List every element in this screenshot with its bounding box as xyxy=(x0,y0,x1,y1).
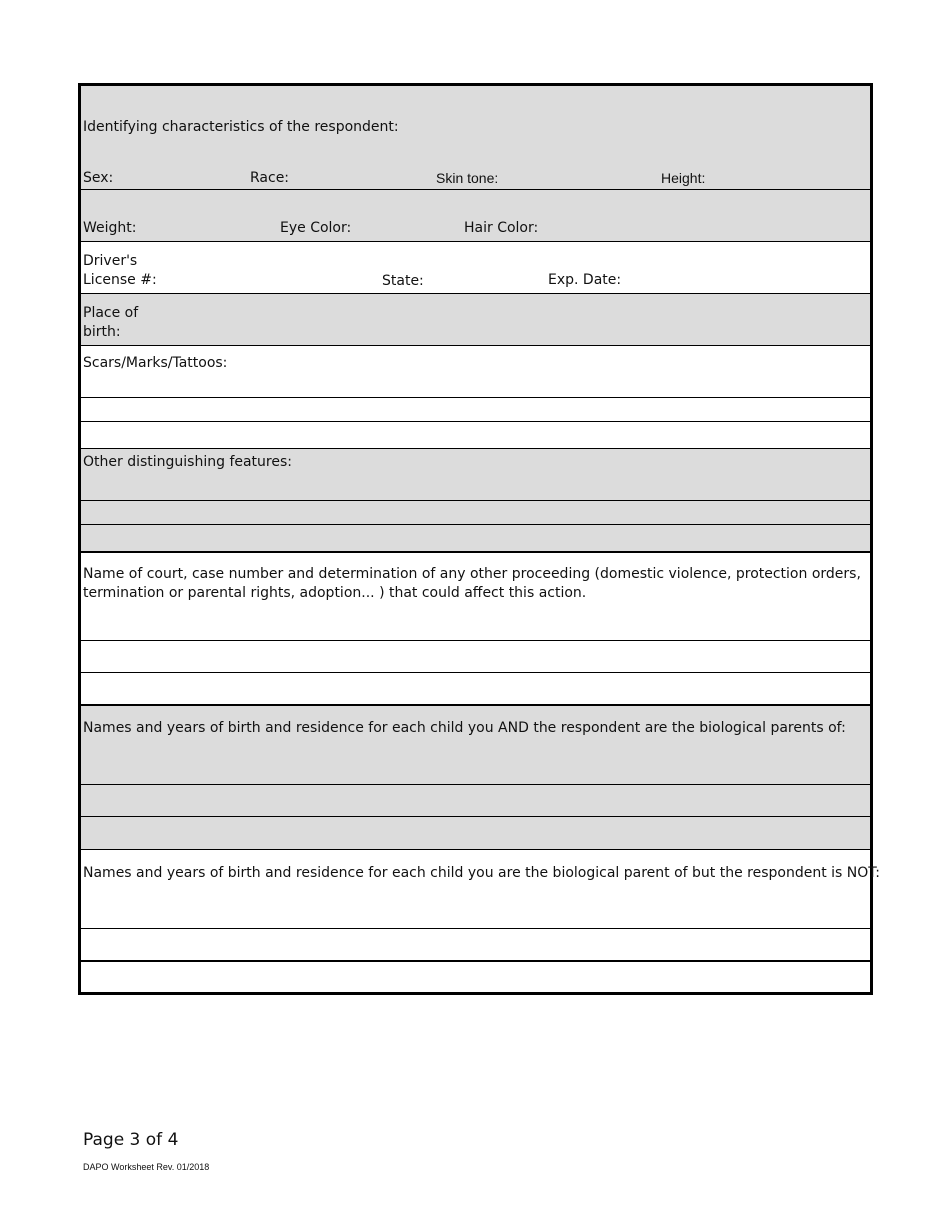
court-proceedings-label: Name of court, case number and determination of any other proceeding (domestic violence, protection orders, termination or parental rights, adoption... ) that could affect this action. xyxy=(83,566,861,601)
place-of-birth-label-line2: birth: xyxy=(83,324,121,340)
children-yours-blank-line-1[interactable] xyxy=(81,929,870,962)
scars-blank-line-2[interactable] xyxy=(81,422,870,449)
children-yours-only-label: Names and years of birth and residence for each child you are the biological parent of but the respondent is NOT: xyxy=(83,865,881,881)
weight-label: Weight: xyxy=(83,220,137,236)
court-proceedings-row xyxy=(81,553,870,641)
hair-color-label: Hair Color: xyxy=(464,220,539,236)
drivers-license-row xyxy=(81,242,870,294)
skin-tone-label: Skin tone: xyxy=(436,170,499,186)
children-both-blank-line-2[interactable] xyxy=(81,817,870,850)
other-features-row xyxy=(81,449,870,501)
other-features-blank-line-2[interactable] xyxy=(81,525,870,553)
page-number: Page 3 of 4 xyxy=(83,1130,179,1150)
exp-date-label: Exp. Date: xyxy=(548,272,622,288)
drivers-license-label-line1: Driver's xyxy=(83,253,138,269)
form-revision: DAPO Worksheet Rev. 01/2018 xyxy=(83,1162,210,1172)
court-blank-line-2[interactable] xyxy=(81,673,870,706)
other-features-label: Other distinguishing features: xyxy=(83,454,292,470)
eye-color-label: Eye Color: xyxy=(280,220,352,236)
identifying-characteristics-heading: Identifying characteristics of the respondent: xyxy=(83,119,399,135)
children-yours-only-row xyxy=(81,850,881,929)
worksheet-form xyxy=(78,83,881,995)
children-yours-blank-line-2[interactable] xyxy=(81,962,870,992)
children-both-parents-row xyxy=(81,706,870,785)
scars-marks-tattoos-label: Scars/Marks/Tattoos: xyxy=(83,355,228,371)
state-label: State: xyxy=(382,273,424,289)
other-features-blank-line-1[interactable] xyxy=(81,501,870,525)
scars-blank-line-1[interactable] xyxy=(81,398,870,422)
children-both-blank-line-1[interactable] xyxy=(81,785,870,817)
place-of-birth-row xyxy=(81,294,870,346)
place-of-birth-label-line1: Place of xyxy=(83,305,139,321)
height-label: Height: xyxy=(661,170,706,186)
identifying-characteristics-row xyxy=(81,86,870,190)
race-label: Race: xyxy=(250,170,290,186)
scars-marks-tattoos-row xyxy=(81,346,870,398)
children-both-parents-label: Names and years of birth and residence for each child you AND the respondent are the biological parents of: xyxy=(83,720,846,736)
sex-label: Sex: xyxy=(83,170,114,186)
drivers-license-label-line2: License #: xyxy=(83,272,157,288)
court-blank-line-1[interactable] xyxy=(81,641,870,673)
weight-eye-hair-row xyxy=(81,190,870,242)
